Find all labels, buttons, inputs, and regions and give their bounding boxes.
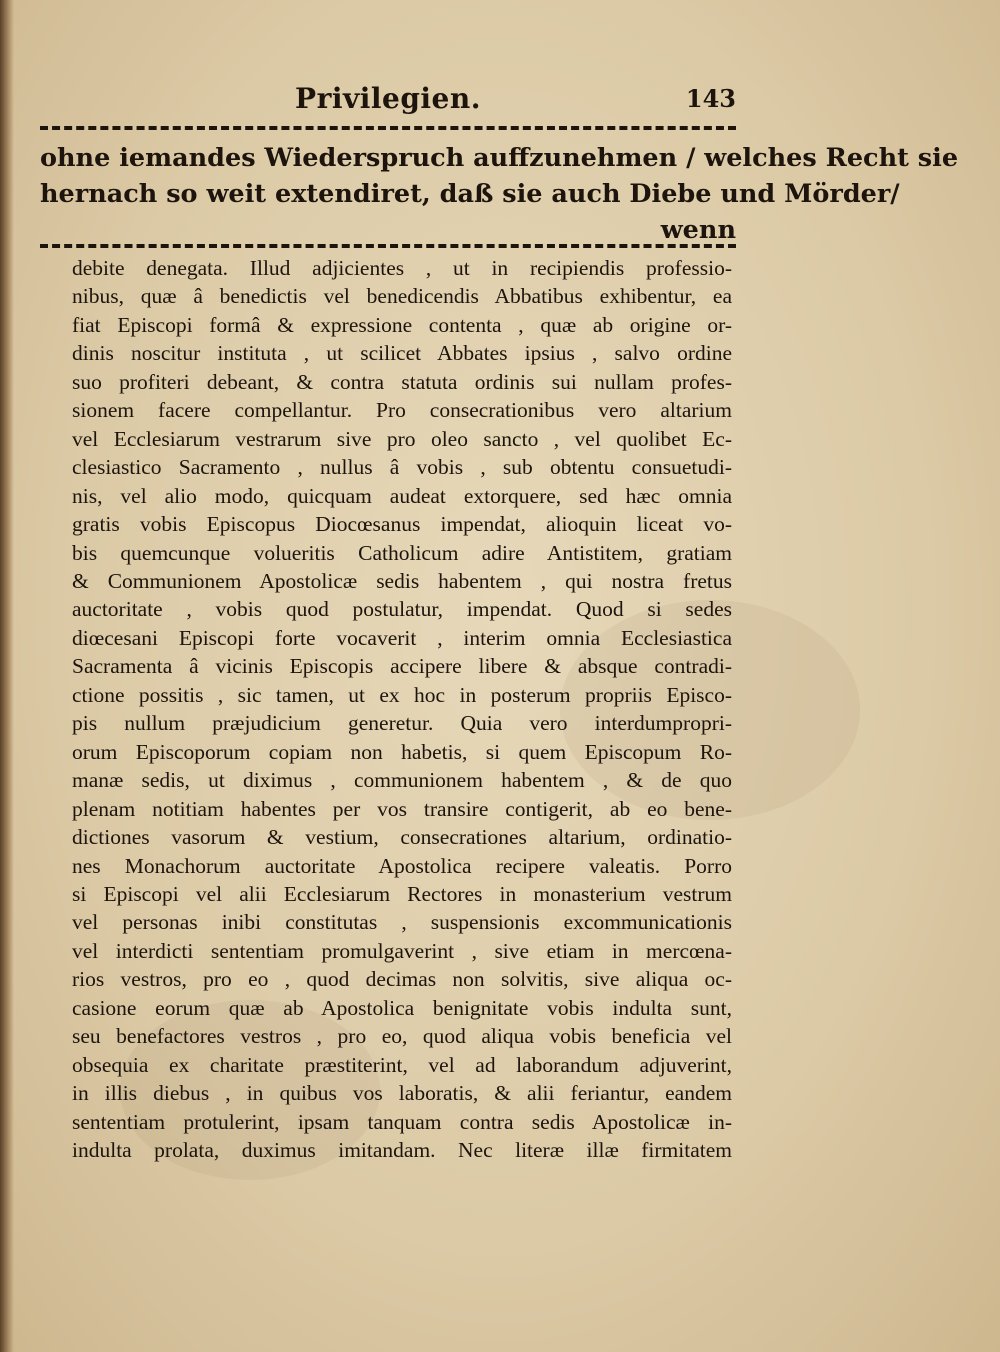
page-header: [40, 82, 736, 122]
running-head: Privilegien.: [295, 82, 481, 115]
latin-line: dinis noscitur instituta , ut scilicet Abbates ipsius , salvo ordine: [72, 341, 732, 366]
latin-line: si Episcopi vel alii Ecclesiarum Rectores in monasterium vestrum: [72, 881, 732, 906]
latin-line: debite denegata. Illud adjicientes , ut in recipiendis professio-: [72, 256, 732, 280]
latin-line: fiat Episcopi formâ & expressione contenta , quæ ab origine or-: [72, 312, 732, 337]
latin-line: plenam notitiam habentes per vos transire contigerit, ab eo bene-: [72, 796, 732, 821]
latin-line: obsequia ex charitate præstiterint, vel ad laborandum adjuverint,: [72, 1052, 732, 1077]
book-spine-shadow: [0, 0, 14, 1352]
latin-line: nis, vel alio modo, quicquam audeat extorquere, sed hæc omnia: [72, 483, 732, 508]
latin-line: diœcesani Episcopi forte vocaverit , interim omnia Ecclesiastica: [72, 625, 732, 650]
latin-line: vel Ecclesiarum vestrarum sive pro oleo sancto , vel quolibet Ec-: [72, 426, 732, 451]
latin-line: clesiastico Sacramento , nullus â vobis , sub obtentu consuetudi-: [72, 455, 732, 480]
latin-line: dictiones vasorum & vestium, consecrationes altarium, ordinatio-: [72, 825, 732, 850]
latin-line: nibus, quæ â benedictis vel benedicendis Abbatibus exhibentur, ea: [72, 284, 732, 309]
german-line: ohne iemandes Wiederspruch auffzunehmen / welches Recht sie: [40, 143, 959, 173]
latin-line: ctione possitis , sic tamen, ut ex hoc in posterum propriis Episco-: [72, 682, 732, 707]
section-rule: [40, 244, 736, 248]
german-line: hernach so weit extendiret, daß sie auch Diebe und Mörder/: [40, 179, 900, 209]
latin-line: casione eorum quæ ab Apostolica benignitate vobis indulta sunt,: [72, 995, 732, 1020]
page-number: 143: [685, 84, 736, 113]
latin-line: nes Monachorum auctoritate Apostolica recipere valeatis. Porro: [72, 853, 732, 878]
latin-line: auctoritate , vobis quod postulatur, impendat. Quod si sedes: [72, 597, 732, 622]
latin-line: suo profiteri debeant, & contra statuta ordinis sui nullam profes-: [72, 369, 732, 394]
catchword: wenn: [660, 215, 736, 245]
latin-line: pis nullum præjudicium generetur. Quia vero interdumpropri-: [72, 711, 732, 736]
german-text-block: [40, 140, 959, 248]
latin-line: orum Episcoporum copiam non habetis, si quem Episcopum Ro-: [72, 739, 732, 764]
latin-line: Sacramenta â vicinis Episcopis accipere libere & absque contradi-: [72, 654, 732, 679]
latin-line: in illis diebus , in quibus vos laboratis, & alii feriantur, eandem: [72, 1081, 732, 1106]
latin-line: vel personas inibi constitutas , suspensionis excommunicationis: [72, 910, 732, 935]
latin-line: bis quemcunque volueritis Catholicum adire Antistitem, gratiam: [72, 540, 732, 565]
latin-line: indulta prolata, duximus imitandam. Nec literæ illæ firmitatem: [72, 1138, 732, 1163]
latin-line: gratis vobis Episcopus Diocœsanus impendat, alioquin liceat vo-: [72, 512, 732, 537]
header-rule: [40, 126, 736, 130]
latin-line: rios vestros, pro eo , quod decimas non solvitis, sive aliqua oc-: [72, 967, 732, 992]
latin-line: vel interdicti sententiam promulgaverint , sive etiam in mercœna-: [72, 938, 732, 963]
latin-line: manæ sedis, ut diximus , communionem habentem , & de quo: [72, 768, 732, 793]
latin-line: seu benefactores vestros , pro eo, quod aliqua vobis beneficia vel: [72, 1024, 732, 1049]
latin-text-block: [72, 254, 732, 1165]
latin-line: sionem facere compellantur. Pro consecrationibus vero altarium: [72, 398, 732, 423]
latin-line: sententiam protulerint, ipsam tanquam contra sedis Apostolicæ in-: [72, 1109, 732, 1134]
latin-line: & Communionem Apostolicæ sedis habentem , qui nostra fretus: [72, 568, 732, 593]
